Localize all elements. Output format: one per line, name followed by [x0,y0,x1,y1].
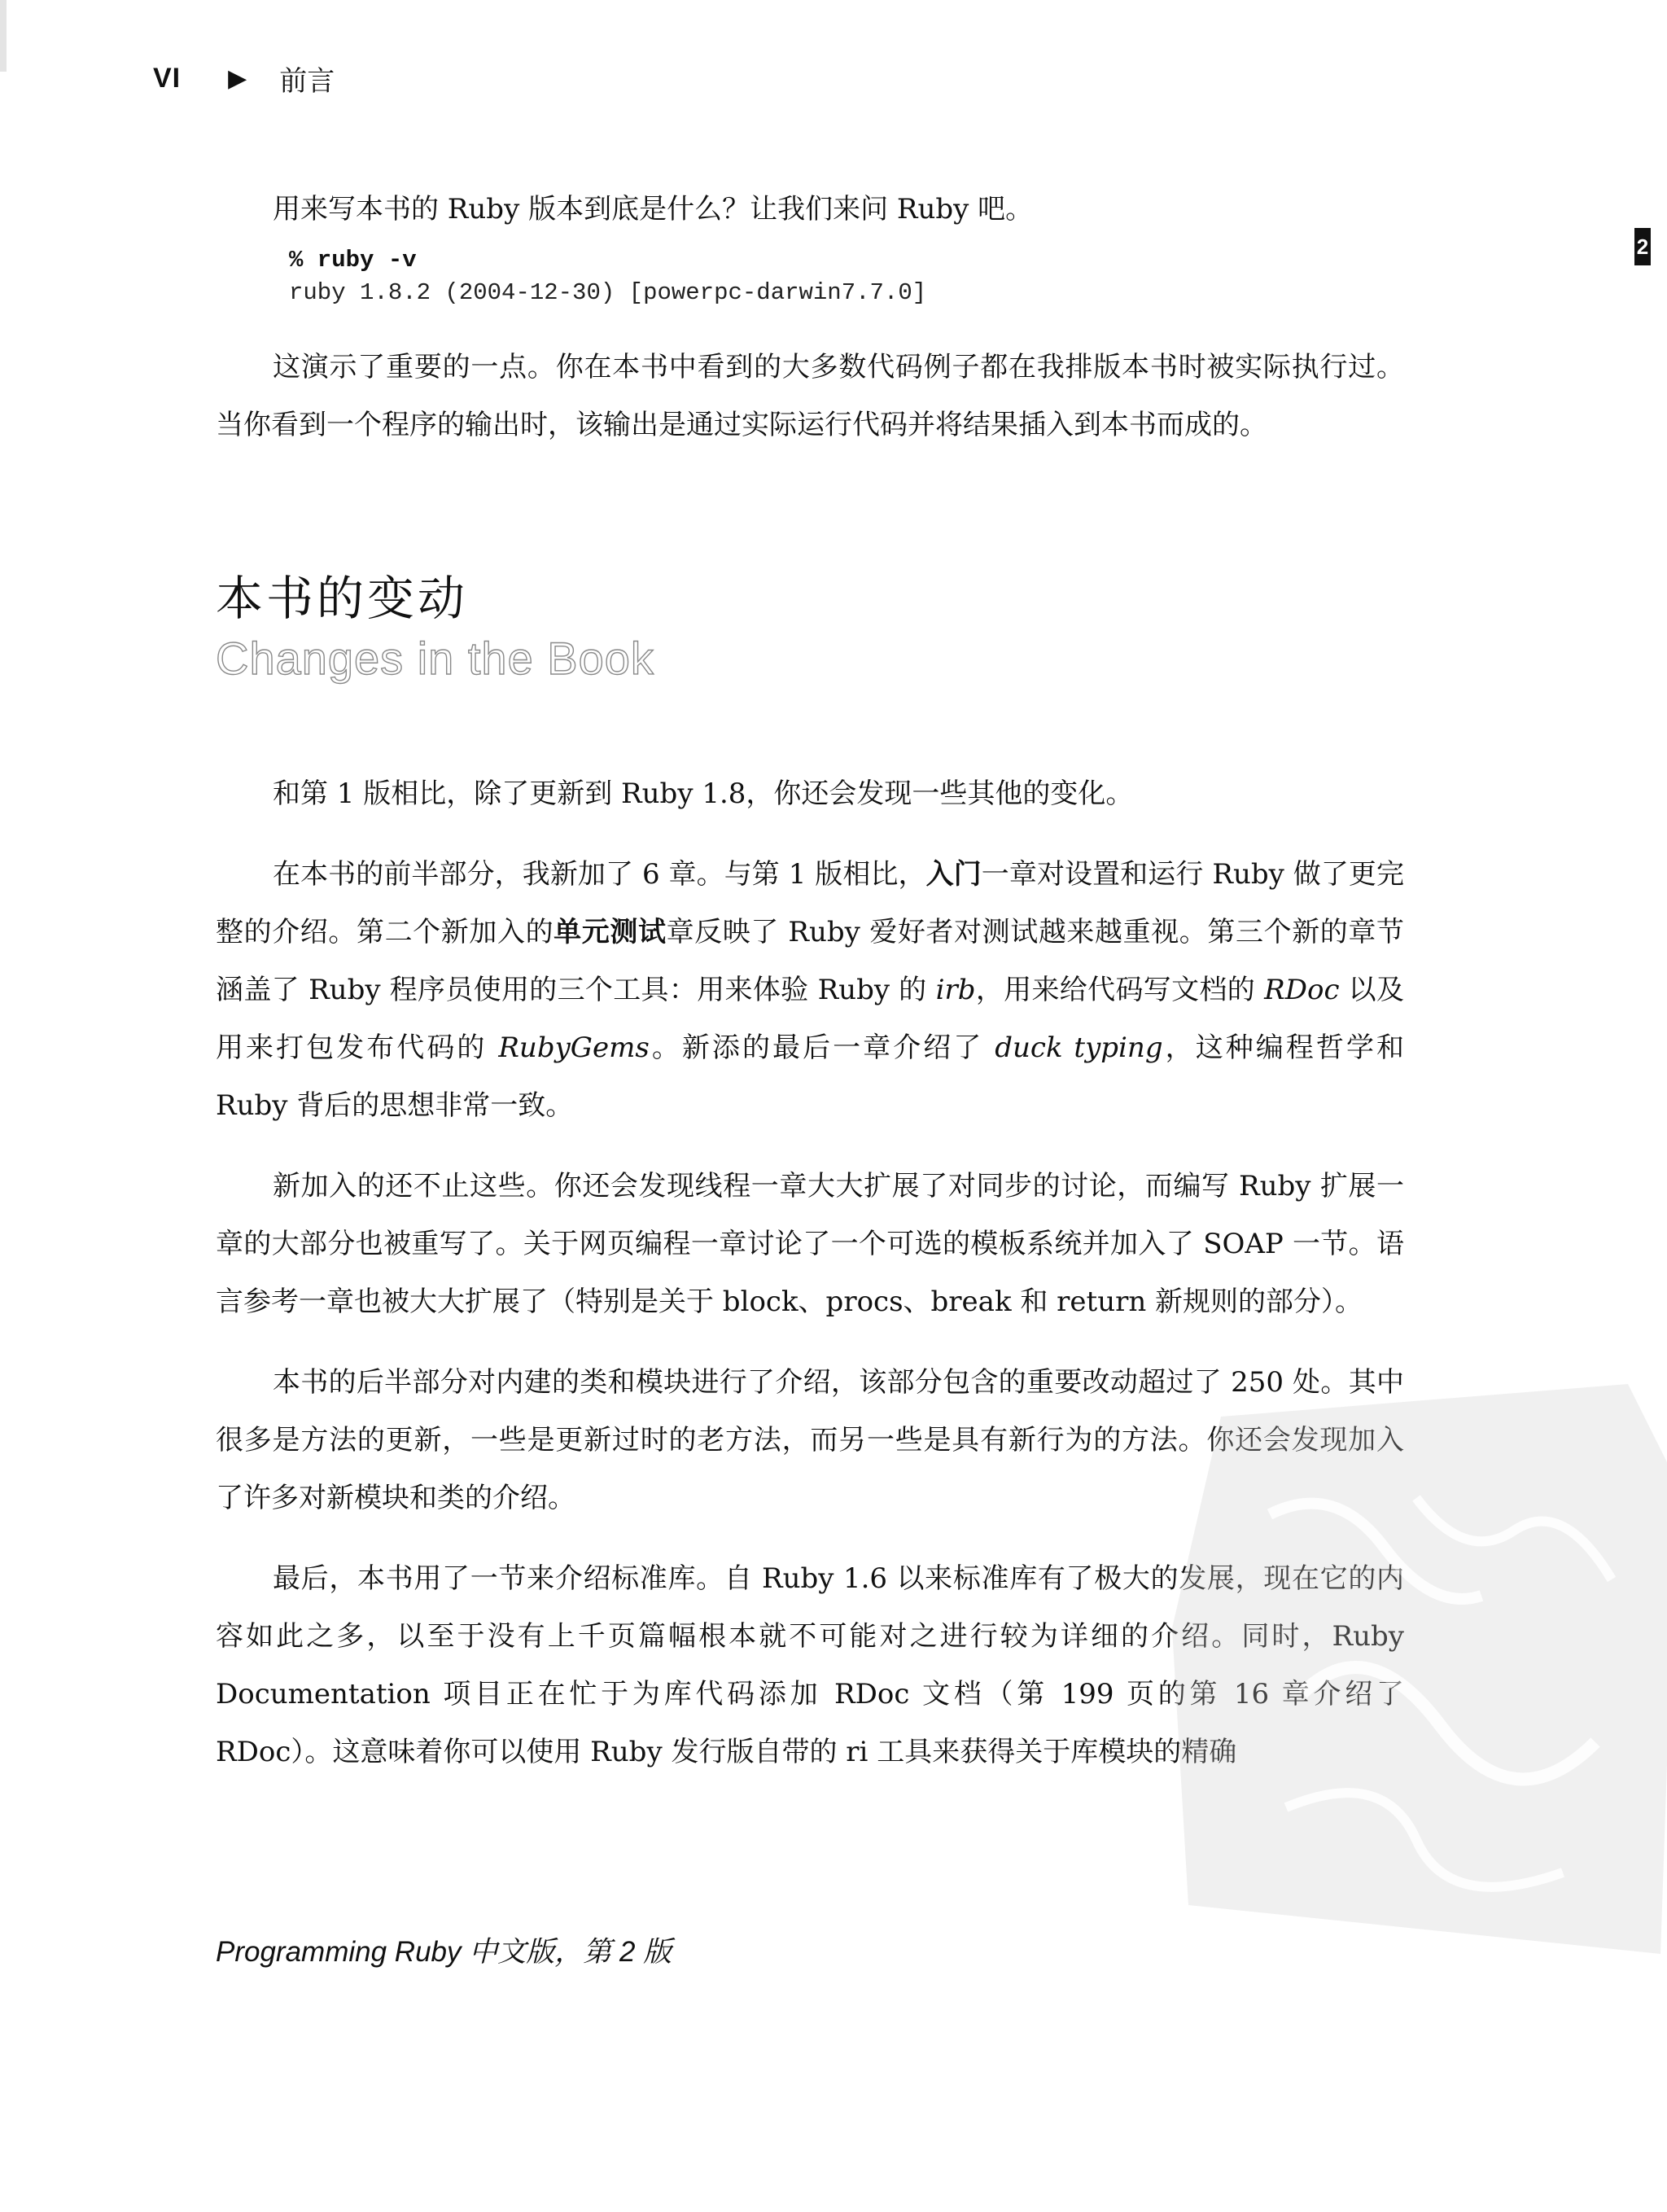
paragraph-3: 新加入的还不止这些。你还会发现线程一章大大扩展了对同步的讨论，而编写 Ruby 扩展一章的大部分也被重写了。关于网页编程一章讨论了一个可选的模板系统并加入了 SOAP 一节。语言参考一章也被大大扩展了（特别是关于 block、procs、break 和 return 新规则的部分）。 [216,1170,1404,1318]
paragraph-2 [216,846,1404,1135]
p2-term-irb: irb [935,974,976,1006]
intro-explanation-block [216,339,1404,454]
running-header [153,59,335,99]
p2-text-a: 在本书的前半部分，我新加了 6 章。与第 1 版相比， [273,858,926,891]
p2-text-m: ，这种编程哲学和 Ruby 背后的思想非常一致。 [216,1032,1404,1122]
intro-question: 用来写本书的 Ruby 版本到底是什么？让我们来问 Ruby 吧。 [273,193,1034,226]
watermark-shape [1172,1384,1667,1954]
play-arrow-icon: ▶ [228,65,247,92]
intro-question-block [216,181,1404,239]
code-example [289,244,926,309]
p2-term-duck-typing: duck typing [995,1032,1163,1064]
page-number: VI [153,63,182,94]
p2-text-i: 以及用来打包发布代码的 [216,974,1404,1064]
section-title-en: Changes in the Book [216,633,654,684]
code-output: ruby 1.8.2 (2004-12-30) [powerpc-darwin7.7.0] [289,279,927,306]
p2-term-rubygems: RubyGems [498,1032,650,1064]
page-edge-shadow [0,0,7,72]
p2-term-unit-testing: 单元测试 [553,916,667,948]
intro-explanation: 这演示了重要的一点。你在本书中看到的大多数代码例子都在我排版本书时被实际执行过。当你看到一个程序的输出时，该输出是通过实际运行代码并将结果插入到本书而成的。 [216,351,1404,441]
p2-text-g: ，用来给代码写文档的 [975,974,1265,1006]
p2-term-getting-started: 入门 [925,858,982,891]
running-footer: Programming Ruby 中文版，第 2 版 [216,1936,672,1968]
paragraph-5: 最后，本书用了一节来介绍标准库。自 Ruby 1.6 以来标准库有了极大的发展，现在它的内容如此之多，以至于没有上千页篇幅根本就不可能对之进行较为详细的介绍。同时，Ruby Documentation 项目正在忙于为库代码添加 RDoc 文档（第 199 页的第 16 章介绍了 RDoc）。这意味着你可以使用 Ruby 发行版自带的 ri 工具来获得关于库模块的精确 [216,1562,1404,1768]
chapter-edge-tab: 2 [1634,228,1651,265]
paragraph-1: 和第 1 版相比，除了更新到 Ruby 1.8，你还会发现一些其他的变化。 [273,777,1134,810]
p2-text-k: 。新添的最后一章介绍了 [649,1032,995,1064]
watermark-stamp [1172,1384,1667,1954]
code-command: % ruby -v [289,247,417,274]
chapter-title: 前言 [279,65,335,98]
p2-term-rdoc: RDoc [1264,974,1340,1006]
section-title-cn: 本书的变动 [216,571,469,626]
p2-text-c: 一章对设置和运行 Ruby 做了更完整的介绍。第二个新加入的 [216,858,1404,948]
paragraph-4: 本书的后半部分对内建的类和模块进行了介绍，该部分包含的重要改动超过了 250 处。其中很多是方法的更新，一些是更新过时的老方法，而另一些是具有新行为的方法。你还会发现加入了许多对新模块和类的介绍。 [216,1366,1404,1514]
p2-text-e: 章反映了 Ruby 爱好者对测试越来越重视。第三个新的章节涵盖了 Ruby 程序员使用的三个工具：用来体验 Ruby 的 [216,916,1404,1006]
